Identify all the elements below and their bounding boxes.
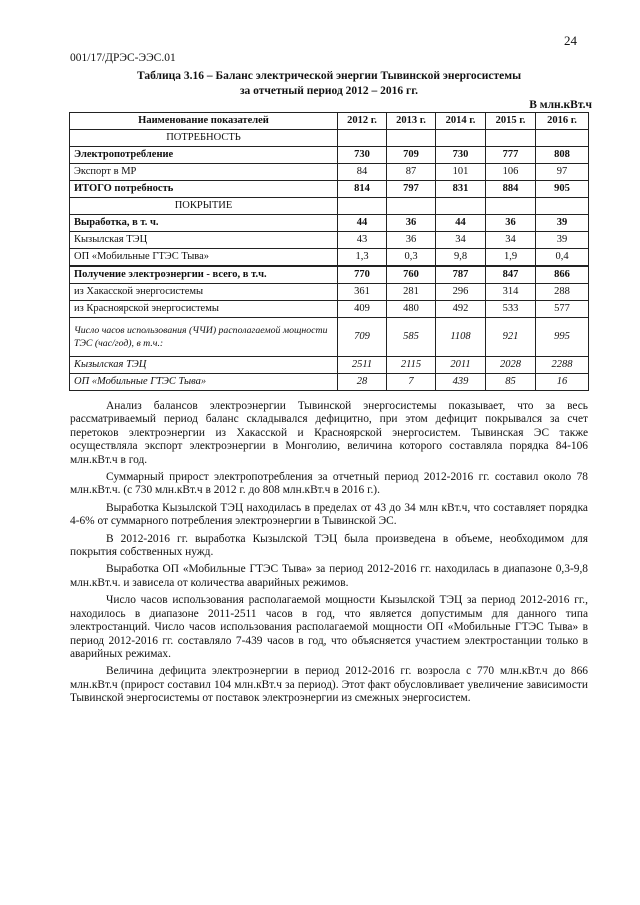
analysis-text bbox=[70, 400, 588, 710]
cell-value: 2288 bbox=[536, 357, 589, 374]
cell-value: 36 bbox=[486, 215, 536, 232]
cell-value: 296 bbox=[436, 284, 486, 301]
cell-value: 1,3 bbox=[338, 249, 387, 267]
row-label: Электропотребление bbox=[70, 147, 338, 164]
paragraph: Суммарный прирост электропотребления за отчетный период 2012-2016 гг. составил около 78 млн.кВт.ч. (с 730 млн.кВт.ч в 2012 г. до 808 млн.кВт.ч в 2016 г.). bbox=[70, 471, 588, 497]
cell-value: 585 bbox=[387, 318, 436, 357]
row-label: Экспорт в МР bbox=[70, 164, 338, 181]
table-header-row bbox=[70, 113, 589, 130]
cell-value: 85 bbox=[486, 374, 536, 391]
cell-value: 439 bbox=[436, 374, 486, 391]
section-row-demand bbox=[70, 130, 589, 147]
header-year: 2012 г. bbox=[338, 113, 387, 130]
cell-value: 314 bbox=[486, 284, 536, 301]
paragraph: Анализ балансов электроэнергии Тывинской энергосистемы показывает, что за весь рассматриваемый период баланс складывался дефицитно, при этом дефицит покрывался за счет перетоков электроэнергии из Хакасской и Красноярской энергосистем. Тывинская ЭС также осуществляла экспорт электроэнергии в Монголию, величина которого составляла порядка 84-106 млн.кВт.ч в год. bbox=[70, 400, 588, 466]
table-row bbox=[70, 147, 589, 164]
table-row bbox=[70, 301, 589, 318]
cell-value: 480 bbox=[387, 301, 436, 318]
cell-value: 777 bbox=[486, 147, 536, 164]
header-year: 2015 г. bbox=[486, 113, 536, 130]
cell-value: 44 bbox=[436, 215, 486, 232]
row-label: Кызылская ТЭЦ bbox=[70, 357, 338, 374]
cell-value: 797 bbox=[387, 181, 436, 198]
cell-value: 34 bbox=[436, 232, 486, 249]
row-label: Кызылская ТЭЦ bbox=[70, 232, 338, 249]
cell-value: 39 bbox=[536, 215, 589, 232]
table-row bbox=[70, 318, 589, 357]
header-year: 2014 г. bbox=[436, 113, 486, 130]
document-code: 001/17/ДРЭС-ЭЭС.01 bbox=[70, 52, 176, 64]
caption-line-1: Таблица 3.16 – Баланс электрической энергии Тывинской энергосистемы bbox=[136, 70, 522, 82]
cell-value: 106 bbox=[486, 164, 536, 181]
cell-value: 43 bbox=[338, 232, 387, 249]
cell-value: 2028 bbox=[486, 357, 536, 374]
paragraph: Число часов использования располагаемой мощности Кызылской ТЭЦ за период 2012-2016 гг., находилось в диапазоне 2011-2511 часов в год, что является допустимым для данного типа электростанций. Число часов использования располагаемой мощности ОП «Мобильные ГТЭС Тыва» в период 2012-2016 гг. составляло 7-439 часов в год, что объясняется участием электростанции только в аварийных режимах. bbox=[70, 594, 588, 660]
paragraph: В 2012-2016 гг. выработка Кызылской ТЭЦ была произведена в объеме, необходимом для покрытия собственных нужд. bbox=[70, 532, 588, 559]
table-row bbox=[70, 181, 589, 198]
row-label: Выработка, в т. ч. bbox=[70, 215, 338, 232]
cell-value: 709 bbox=[338, 318, 387, 357]
cell-value: 97 bbox=[536, 164, 589, 181]
cell-value: 44 bbox=[338, 215, 387, 232]
cell-value: 847 bbox=[486, 266, 536, 284]
table-row bbox=[70, 357, 589, 374]
cell-value: 2511 bbox=[338, 357, 387, 374]
row-label: Число часов использования (ЧЧИ) располагаемой мощности ТЭС (час/год), в т.ч.: bbox=[70, 318, 338, 357]
row-label: из Красноярской энергосистемы bbox=[70, 301, 338, 318]
cell-value: 34 bbox=[486, 232, 536, 249]
cell-value: 9,8 bbox=[436, 249, 486, 267]
cell-value: 281 bbox=[387, 284, 436, 301]
section-label: ПОКРЫТИЕ bbox=[70, 198, 338, 215]
cell-value: 1,9 bbox=[486, 249, 536, 267]
cell-value: 770 bbox=[338, 266, 387, 284]
cell-value: 995 bbox=[536, 318, 589, 357]
row-label: ОП «Мобильные ГТЭС Тыва» bbox=[70, 374, 338, 391]
cell-value: 921 bbox=[486, 318, 536, 357]
paragraph: Величина дефицита электроэнергии в период 2012-2016 гг. возросла с 770 млн.кВт.ч до 866 млн.кВт.ч (прирост составил 104 млн.кВт.ч за период). Этот факт обусловливает увеличение зависимости Тывинской энергосистемы от поставок электроэнергии из смежных энергосистем. bbox=[70, 665, 588, 705]
header-year: 2016 г. bbox=[536, 113, 589, 130]
cell-value: 409 bbox=[338, 301, 387, 318]
cell-value: 2115 bbox=[387, 357, 436, 374]
cell-value: 39 bbox=[536, 232, 589, 249]
table-row bbox=[70, 284, 589, 301]
cell-value: 831 bbox=[436, 181, 486, 198]
cell-value: 36 bbox=[387, 215, 436, 232]
table-caption bbox=[70, 69, 588, 99]
cell-value: 814 bbox=[338, 181, 387, 198]
row-label: ИТОГО потребность bbox=[70, 181, 338, 198]
paragraph: Выработка ОП «Мобильные ГТЭС Тыва» за период 2012-2016 гг. находилась в диапазоне 0,3-9,8 млн.кВт.ч. и зависела от количества аварийных режимов. bbox=[70, 563, 588, 589]
table-row bbox=[70, 374, 589, 391]
table-row bbox=[70, 249, 589, 267]
cell-value: 760 bbox=[387, 266, 436, 284]
cell-value: 808 bbox=[536, 147, 589, 164]
cell-value: 1108 bbox=[436, 318, 486, 357]
cell-value: 361 bbox=[338, 284, 387, 301]
cell-value: 0,3 bbox=[387, 249, 436, 267]
row-label: из Хакасской энергосистемы bbox=[70, 284, 338, 301]
header-indicator: Наименование показателей bbox=[70, 113, 338, 130]
cell-value: 709 bbox=[387, 147, 436, 164]
cell-value: 866 bbox=[536, 266, 589, 284]
table-row bbox=[70, 164, 589, 181]
cell-value: 288 bbox=[536, 284, 589, 301]
cell-value: 730 bbox=[338, 147, 387, 164]
cell-value: 0,4 bbox=[536, 249, 589, 267]
cell-value: 905 bbox=[536, 181, 589, 198]
cell-value: 2011 bbox=[436, 357, 486, 374]
row-label: ОП «Мобильные ГТЭС Тыва» bbox=[70, 249, 338, 267]
table-row bbox=[70, 232, 589, 249]
cell-value: 533 bbox=[486, 301, 536, 318]
cell-value: 7 bbox=[387, 374, 436, 391]
section-label: ПОТРЕБНОСТЬ bbox=[70, 130, 338, 147]
caption-line-2: за отчетный период 2012 – 2016 гг. bbox=[239, 85, 419, 97]
cell-value: 101 bbox=[436, 164, 486, 181]
cell-value: 492 bbox=[436, 301, 486, 318]
cell-value: 36 bbox=[387, 232, 436, 249]
page-number: 24 bbox=[564, 33, 577, 48]
table-row bbox=[70, 215, 589, 232]
cell-value: 787 bbox=[436, 266, 486, 284]
table-row bbox=[70, 266, 589, 284]
paragraph: Выработка Кызылской ТЭЦ находилась в пределах от 43 до 34 млн кВт.ч, что составляет порядка 4-6% от суммарного потребления электроэнергии в Тывинской ЭС. bbox=[70, 501, 588, 528]
cell-value: 87 bbox=[387, 164, 436, 181]
cell-value: 577 bbox=[536, 301, 589, 318]
cell-value: 84 bbox=[338, 164, 387, 181]
header-year: 2013 г. bbox=[387, 113, 436, 130]
section-row-supply bbox=[70, 198, 589, 215]
cell-value: 28 bbox=[338, 374, 387, 391]
energy-balance-table bbox=[69, 112, 589, 391]
row-label: Получение электроэнергии - всего, в т.ч. bbox=[70, 266, 338, 284]
cell-value: 730 bbox=[436, 147, 486, 164]
cell-value: 884 bbox=[486, 181, 536, 198]
cell-value: 16 bbox=[536, 374, 589, 391]
table-units: В млн.кВт.ч bbox=[529, 99, 592, 111]
